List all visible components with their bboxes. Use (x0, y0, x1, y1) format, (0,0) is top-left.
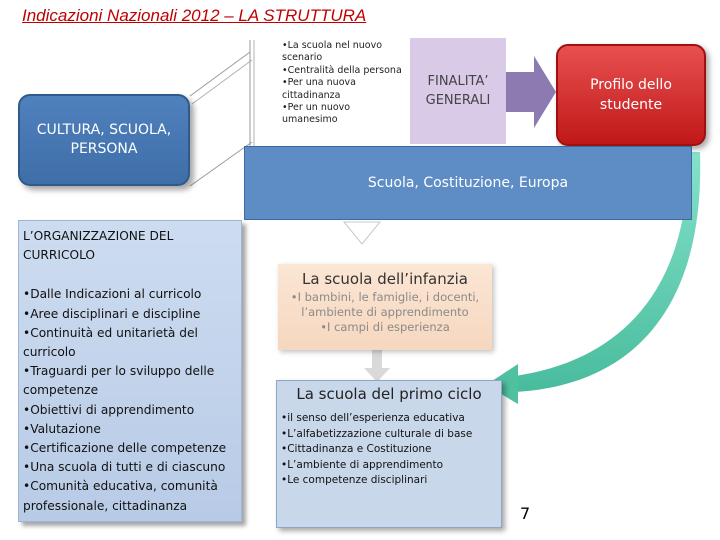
scenario-item: •Per un nuovo umanesimo (282, 102, 351, 126)
organizzazione-item: •Traguardi per lo sviluppo delle competenze (23, 364, 215, 398)
organizzazione-item: •Aree disciplinari e discipline (23, 306, 201, 321)
scenario-item: •Per una nuova cittadinanza (282, 77, 356, 101)
finalita-to-profilo-arrow (506, 56, 556, 128)
primo-ciclo-item: •L’alfabetizzazione culturale di base (281, 427, 473, 440)
down-chevron-icon (344, 222, 380, 244)
primo-ciclo-item: •L’ambiente di apprendimento (281, 458, 444, 471)
organizzazione-heading: L’ORGANIZZAZIONE DEL CURRICOLO (23, 229, 174, 263)
cultura-scuola-persona-box (18, 94, 190, 186)
page-number: 7 (520, 504, 531, 523)
organizzazione-curricolo-box (18, 220, 242, 522)
infanzia-title: La scuola dell’infanzia (302, 270, 468, 288)
cultura-label: CULTURA, SCUOLA, PERSONA (36, 122, 172, 157)
finalita-label: FINALITA’ GENERALI (425, 74, 491, 108)
primo-ciclo-title: La scuola del primo ciclo (296, 385, 482, 403)
infanzia-item: •I bambini, le famiglie, i docenti, l’ambiente di apprendimento (290, 290, 480, 319)
organizzazione-item: •Certificazione delle competenze (23, 441, 227, 456)
organizzazione-item: •Valutazione (23, 421, 101, 436)
scenario-list (278, 38, 410, 144)
organizzazione-item: •Continuità ed unitarietà del curricolo (23, 325, 198, 360)
profilo-label: Profilo dello studente (590, 77, 672, 113)
infanzia-item: •I campi di esperienza (320, 320, 450, 334)
scuola-costituzione-europa-bar (244, 146, 692, 220)
primo-ciclo-item: •il senso dell’esperienza educativa (281, 412, 465, 424)
primo-ciclo-item: •Cittadinanza e Costituzione (281, 443, 432, 456)
scuola-infanzia-box (278, 264, 492, 350)
organizzazione-item: •Una scuola di tutti e di ciascuno (23, 460, 226, 475)
scenario-item: •Centralità della persona (282, 64, 402, 76)
connector-line-upper (190, 52, 250, 96)
organizzazione-item: •Comunità educativa, comunità professionale, cittadinanza (23, 479, 218, 513)
finalita-generali-box (410, 38, 506, 144)
scenario-item: •La scuola nel nuovo scenario (282, 40, 383, 64)
connector-line-lower (190, 142, 252, 186)
organizzazione-item: •Dalle Indicazioni al curricolo (23, 287, 202, 302)
connector-line-upper-2 (192, 60, 252, 104)
profilo-studente-box (556, 44, 706, 146)
primo-ciclo-item: •Le competenze disciplinari (281, 474, 428, 487)
infanzia-to-primo-arrow (364, 350, 390, 382)
page-title: Indicazioni Nazionali 2012 – LA STRUTTURA (22, 6, 367, 25)
scuola-primo-ciclo-box (276, 380, 502, 528)
organizzazione-item: •Obiettivi di apprendimento (23, 402, 195, 417)
scuola-costituzione-label: Scuola, Costituzione, Europa (367, 175, 569, 191)
